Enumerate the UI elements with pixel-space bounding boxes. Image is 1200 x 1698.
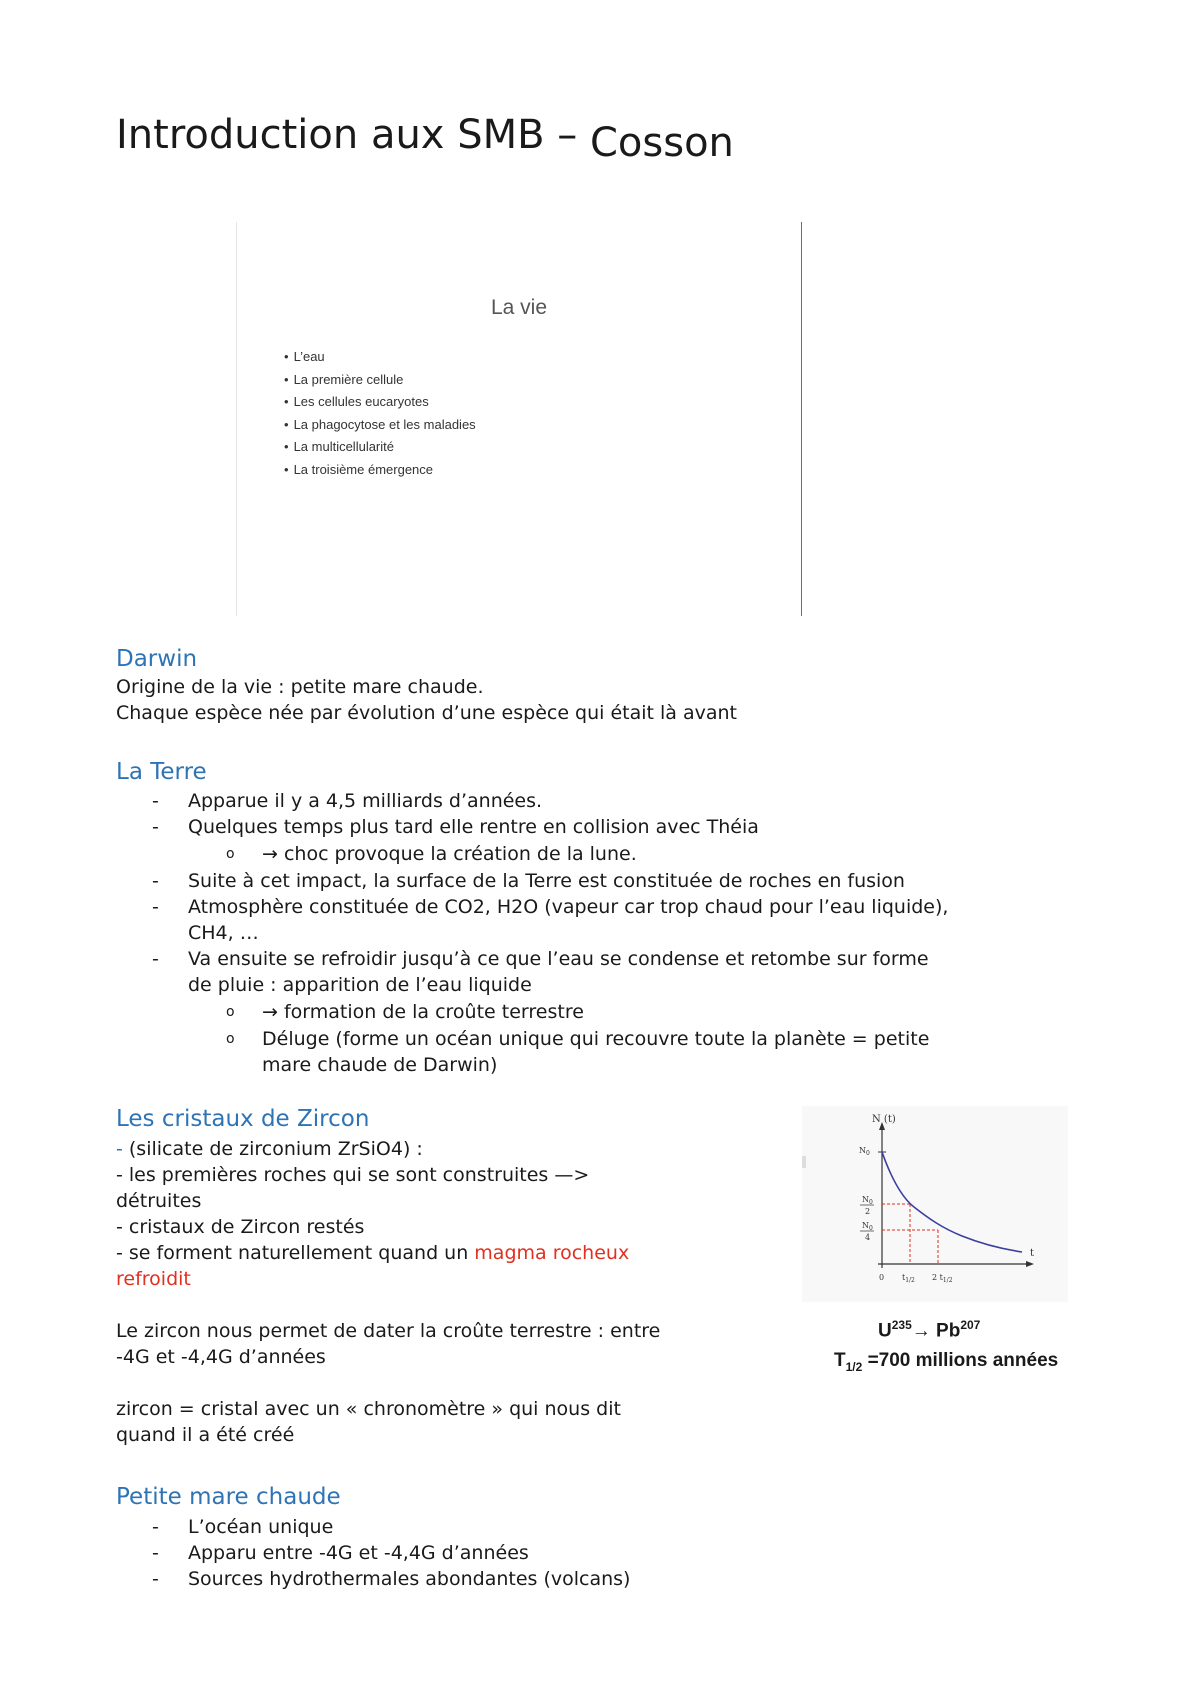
bullet-dash: - xyxy=(152,1542,159,1564)
x-tick-half-life: $t_{1/2}$ xyxy=(902,1273,915,1284)
slide-bullet-list xyxy=(284,346,476,481)
darwin-line: Origine de la vie : petite mare chaude. xyxy=(116,676,484,698)
slide-bullet: • Les cellules eucaryotes xyxy=(284,391,476,414)
slide-bullet: • La multicellularité xyxy=(284,436,476,459)
heading-la-terre: La Terre xyxy=(116,759,207,785)
half-life-caption: $T_{1/2} =700$ millions années xyxy=(834,1350,1059,1374)
zircon-paragraph: zircon = cristal avec un « chronomètre » qui nous dit xyxy=(116,1398,621,1420)
x-tick-two-half-lives: 2 $t_{1/2}$ xyxy=(932,1273,953,1284)
terre-item: Apparue il y a 4,5 milliards d’années. xyxy=(188,790,543,812)
bullet-dash: - xyxy=(152,948,159,970)
slide-bullet: • La phagocytose et les maladies xyxy=(284,414,476,437)
zircon-line: - cristaux de Zircon restés xyxy=(116,1216,365,1238)
figure-edge-mark xyxy=(802,1156,806,1168)
embedded-slide xyxy=(236,222,802,616)
quarter-label-num: $N_0$ xyxy=(862,1221,873,1232)
title-dash: – xyxy=(544,112,590,158)
zircon-paragraph: -4G et -4,4G d’années xyxy=(116,1346,326,1368)
sub-bullet: o xyxy=(226,1004,235,1020)
terre-item: Suite à cet impact, la surface de la Terre est constituée de roches en fusion xyxy=(188,870,905,892)
n0-label: $N_0$ xyxy=(859,1146,870,1157)
page-title xyxy=(116,112,734,166)
slide-bullet: • La première cellule xyxy=(284,369,476,392)
zircon-line: - les premières roches qui se sont construites —> xyxy=(116,1164,590,1186)
terre-item: Va ensuite se refroidir jusqu’à ce que l’eau se condense et retombe sur forme xyxy=(188,948,929,970)
terre-item-continued: de pluie : apparition de l’eau liquide xyxy=(188,974,532,996)
bullet-dash: - xyxy=(152,1568,159,1590)
x-tick-0: 0 xyxy=(879,1273,885,1282)
slide-bullet: • La troisième émergence xyxy=(284,459,476,482)
terre-subitem: → choc provoque la création de la lune. xyxy=(262,843,637,865)
x-axis-label: t xyxy=(1030,1248,1035,1259)
darwin-line: Chaque espèce née par évolution d’une espèce qui était là avant xyxy=(116,702,738,724)
zircon-line xyxy=(116,1240,629,1266)
mare-item: Apparu entre -4G et -4,4G d’années xyxy=(188,1542,529,1564)
slide-right-border xyxy=(801,222,802,616)
zircon-line: détruites xyxy=(116,1190,202,1212)
quarter-label-den: 4 xyxy=(865,1233,871,1242)
bullet-dash: - xyxy=(152,870,159,892)
heading-petite-mare: Petite mare chaude xyxy=(116,1484,341,1510)
heading-zircon: Les cristaux de Zircon xyxy=(116,1106,370,1132)
terre-item: Atmosphère constituée de CO2, H2O (vapeur car trop chaud pour l’eau liquide), xyxy=(188,896,949,918)
zircon-highlight: refroidit xyxy=(116,1268,191,1290)
terre-subitem: → formation de la croûte terrestre xyxy=(262,1001,584,1023)
terre-item: Quelques temps plus tard elle rentre en collision avec Théia xyxy=(188,816,759,838)
zircon-line xyxy=(116,1136,423,1162)
heading-darwin: Darwin xyxy=(116,646,198,672)
sub-bullet: o xyxy=(226,1031,235,1047)
slide-left-border xyxy=(236,222,237,616)
bullet-dash: - xyxy=(152,896,159,918)
terre-item-continued: CH4, … xyxy=(188,922,259,944)
terre-subitem-continued: mare chaude de Darwin) xyxy=(262,1054,498,1076)
bullet-dash: - xyxy=(152,1516,159,1538)
y-axis-label: N (t) xyxy=(872,1114,896,1125)
zircon-paragraph: Le zircon nous permet de dater la croûte terrestre : entre xyxy=(116,1320,661,1342)
decay-equation: $U^{235}\to Pb^{207}$ xyxy=(878,1318,981,1342)
terre-subitem: Déluge (forme un océan unique qui recouvre toute la planète = petite xyxy=(262,1028,930,1050)
mare-item: L’océan unique xyxy=(188,1516,334,1538)
title-author: Cosson xyxy=(589,120,734,166)
sub-bullet: o xyxy=(226,846,235,862)
zircon-line-text: (silicate de zirconium ZrSiO4) : xyxy=(122,1138,423,1160)
decay-curve-figure xyxy=(802,1106,1068,1302)
slide-bullet: • L’eau xyxy=(284,346,476,369)
zircon-highlight: magma rocheux xyxy=(474,1242,630,1264)
zircon-line-text: - se forment naturellement quand un xyxy=(116,1242,475,1264)
half-label-num: $N_0$ xyxy=(862,1195,873,1206)
bullet-dash: - xyxy=(152,816,159,838)
half-label-den: 2 xyxy=(865,1207,871,1216)
zircon-paragraph: quand il a été créé xyxy=(116,1424,295,1446)
mare-item: Sources hydrothermales abondantes (volcans) xyxy=(188,1568,631,1590)
title-main: Introduction aux SMB xyxy=(116,112,545,158)
bullet-dash: - xyxy=(152,790,159,812)
slide-title: La vie xyxy=(490,296,548,319)
zircon-dash: - xyxy=(116,1138,123,1160)
